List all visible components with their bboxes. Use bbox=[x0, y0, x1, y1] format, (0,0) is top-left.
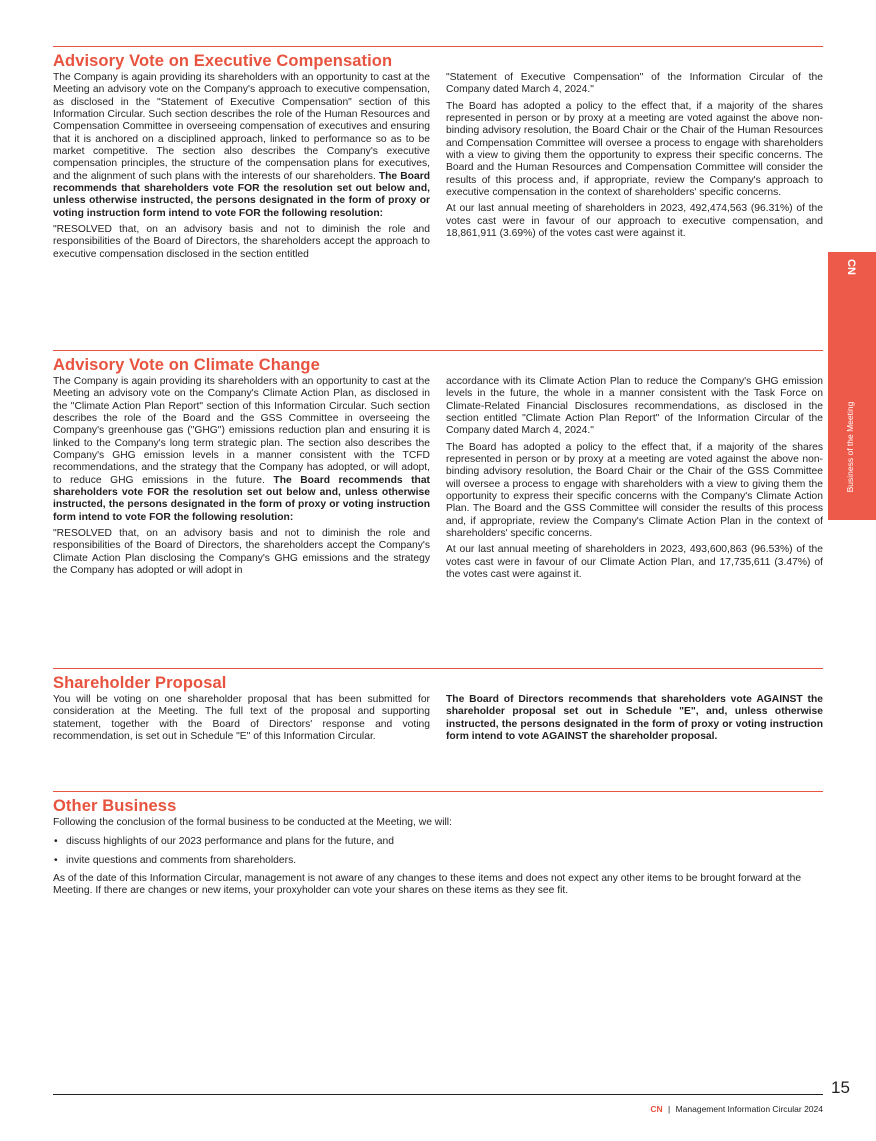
right-column bbox=[446, 694, 823, 747]
list-item: • invite questions and comments from shareholders. bbox=[54, 854, 297, 866]
list-item: • discuss highlights of our 2023 performance and plans for the future, and bbox=[54, 836, 394, 848]
section-divider bbox=[53, 350, 823, 351]
cn-logo: CN bbox=[845, 259, 857, 275]
board-recommendation: The Board of Directors recommends that shareholders vote AGAINST the shareholder proposal set out in Schedule "E", and, unless otherwise instructed, the persons designated in the form of proxy or voting instruction form intend to vote AGAINST the shareholder proposal. bbox=[446, 694, 823, 743]
resolution-continued: "Statement of Executive Compensation" of the Information Circular of the Company dated March 4, 2024." bbox=[446, 72, 823, 96]
footer-brand: CN bbox=[650, 1104, 663, 1114]
right-column bbox=[446, 72, 823, 265]
footer-title: Management Information Circular 2024 bbox=[675, 1104, 823, 1114]
section-climate-change bbox=[53, 350, 823, 586]
board-recommendation: The Board recommends that shareholders vote FOR the resolution set out below and, unless otherwise instructed, the persons designated in the form of proxy or voting instruction form intend to vote FOR the following resolution: bbox=[53, 474, 430, 523]
section-side-tab bbox=[828, 252, 876, 520]
left-column bbox=[53, 72, 430, 265]
section-heading: Advisory Vote on Executive Compensation bbox=[53, 52, 393, 70]
policy-paragraph: The Board has adopted a policy to the effect that, if a majority of the shares represented in person or by proxy at a meeting are voted against the above non-binding advisory resolution, the Board Chair or the Chair of the GSS Committee will oversee a process to engage with shareholders with a view to giving them the opportunity to express their specific concerns with the Company's Climate Action Plan. The Board and the GSS Committee will consider the results of this process and, if appropriate, review the Company's Climate Action Plan in the context of shareholders' specific concerns. bbox=[446, 441, 823, 540]
section-other-business bbox=[53, 791, 823, 902]
policy-paragraph: The Board has adopted a policy to the effect that, if a majority of the shares represented in person or by proxy at a meeting are voted against the above non-binding advisory resolution, the Board Chair or the Chair of the Human Resources and Compensation Committee will oversee a process to engage with shareholders with a view to giving them the opportunity to express their specific concerns. The Board and the Human Resources and Compensation Committee will consider the results of this process and, if appropriate, review the Company's approach to executive compensation in the context of shareholders' specific concerns. bbox=[446, 100, 823, 199]
agenda-list bbox=[53, 836, 823, 867]
section-shareholder-proposal bbox=[53, 668, 823, 747]
closing-paragraph: As of the date of this Information Circular, management is not aware of any changes to these items and does not expect any other items to be brought forward at the Meeting. If there are changes or new items, your proxyholder can vote your shares on these items as they see fit. bbox=[53, 873, 802, 897]
page-number: 15 bbox=[831, 1078, 850, 1097]
resolution-text: "RESOLVED that, on an advisory basis and not to diminish the role and responsibilities of the Board of Directors, the shareholders accept the Company's Climate Action Plan disclosing the Company's GHG emissions and the strategy the Company has adopted or will adopt in bbox=[53, 528, 430, 577]
right-column bbox=[446, 376, 823, 586]
left-column bbox=[53, 694, 430, 747]
footer bbox=[650, 1104, 823, 1114]
board-recommendation: The Board recommends that shareholders vote FOR the resolution set out below and, unless otherwise instructed, the persons designated in the form of proxy or voting instruction form intend to vote FOR the following resolution: bbox=[53, 170, 430, 219]
section-divider bbox=[53, 668, 823, 669]
left-column bbox=[53, 376, 430, 586]
section-heading: Advisory Vote on Climate Change bbox=[53, 356, 320, 374]
section-heading: Shareholder Proposal bbox=[53, 674, 227, 692]
bullet-icon: • bbox=[54, 836, 58, 848]
intro-paragraph: The Company is again providing its shareholders with an opportunity to cast at the Meeting an advisory vote on the Company's approach to executive compensation, as disclosed in the "Statement of Executive Compensation" section of this Information Circular. Such section describes the role of the Human Resources and Compensation Committee in overseeing compensation of executives and ensuring that it is anchored on a disciplined approach, linked to performance so as to be market competitive. The section also describes the Company's executive compensation principles, the structure of the compensation plans for executives, and the alignment of such plans with the interests of our shareholders. The Board recommends that shareholders vote FOR the resolution set out below and, unless otherwise instructed, the persons designated in the form of proxy or voting instruction form intend to vote FOR the following resolution: bbox=[53, 72, 430, 219]
intro-paragraph: Following the conclusion of the formal business to be conducted at the Meeting, we will: bbox=[53, 817, 452, 828]
footer-separator: | bbox=[667, 1104, 671, 1114]
side-tab-label: Business of the Meeting bbox=[845, 401, 855, 493]
bullet-icon: • bbox=[54, 854, 58, 866]
voting-results-paragraph: At our last annual meeting of shareholders in 2023, 492,474,563 (96.31%) of the votes cast were in favour of our approach to executive compensation, and 18,861,911 (3.69%) of the votes cast were against it. bbox=[446, 203, 823, 240]
footer-divider bbox=[53, 1094, 823, 1095]
resolution-text: "RESOLVED that, on an advisory basis and not to diminish the role and responsibilities of the Board of Directors, the shareholders accept the approach to executive compensation disclosed in the section entitled bbox=[53, 224, 430, 260]
section-heading: Other Business bbox=[53, 797, 177, 815]
proposal-paragraph: You will be voting on one shareholder proposal that has been submitted for consideration at the Meeting. The full text of the proposal and supporting statement, together with the Board of Directors' response and voting recommendation, is set out in Schedule "E" of this Information Circular. bbox=[53, 694, 430, 743]
intro-paragraph: The Company is again providing its shareholders with an opportunity to cast at the Meeting an advisory vote on the Company's Climate Action Plan, as disclosed in the "Climate Action Plan Report" section of this Information Circular. Such section describes the role of the Board and the GSS Committee in overseeing the Company's greenhouse gas ("GHG") emissions reduction plan and ensuring it is linked to the Company's long term strategic plan. The section also describes the Company's GHG emission levels in a manner consistent with the TCFD recommendations, and the strategy that the Company has adopted, or will adopt, to reduce GHG emissions in the future. The Board recommends that shareholders vote FOR the resolution set out below and, unless otherwise instructed, the persons designated in the form of proxy or voting instruction form intend to vote FOR the following resolution: bbox=[53, 376, 430, 523]
section-divider bbox=[53, 791, 823, 792]
voting-results-paragraph: At our last annual meeting of shareholders in 2023, 493,600,863 (96.53%) of the votes cast were in favour of our Climate Action Plan, and 17,735,611 (3.47%) of the votes cast were against it. bbox=[446, 544, 823, 581]
resolution-continued: accordance with its Climate Action Plan to reduce the Company's GHG emission levels in the future, the whole in a manner consistent with the Task Force on Climate-Related Financial Disclosures recommendations, as disclosed in the section entitled "Climate Action Plan Report" of the Information Circular of the Company dated March 4, 2024." bbox=[446, 376, 823, 437]
section-executive-compensation bbox=[53, 46, 823, 265]
section-divider bbox=[53, 46, 823, 47]
